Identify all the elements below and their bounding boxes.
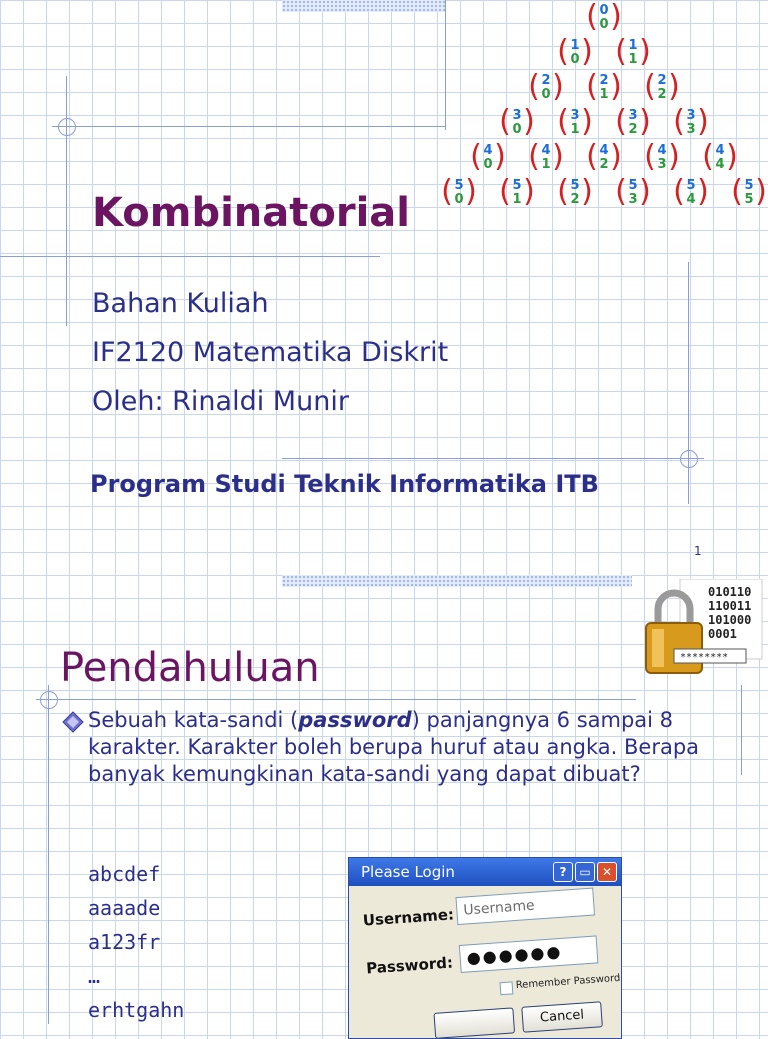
svg-text:1: 1 — [599, 87, 609, 102]
binomial-coefficient — [586, 139, 622, 174]
svg-text:1: 1 — [512, 192, 522, 207]
close-icon: ✕ — [597, 862, 617, 882]
decorative-vline — [48, 685, 49, 1024]
svg-text:(: ( — [557, 34, 569, 69]
svg-text:5: 5 — [628, 178, 638, 193]
question-text — [88, 707, 708, 788]
binomial-coefficient — [644, 139, 680, 174]
diamond-bullet-icon — [62, 711, 84, 733]
svg-text:(: ( — [644, 139, 656, 174]
svg-text:): ) — [552, 139, 564, 174]
padlock-binary-image — [640, 579, 764, 689]
svg-text:): ) — [755, 174, 767, 209]
binary-line-3: 101000 — [708, 613, 752, 627]
decorative-hline — [52, 126, 446, 127]
svg-text:3: 3 — [686, 122, 696, 137]
svg-text:(: ( — [499, 104, 511, 139]
svg-text:): ) — [726, 139, 738, 174]
binomial-coefficient — [528, 139, 564, 174]
svg-text:1: 1 — [541, 157, 551, 172]
svg-text:): ) — [639, 104, 651, 139]
svg-text:3: 3 — [686, 108, 696, 123]
svg-text:5: 5 — [744, 178, 754, 193]
svg-text:): ) — [581, 174, 593, 209]
svg-text:): ) — [581, 34, 593, 69]
svg-text:(: ( — [557, 104, 569, 139]
password-label: Password: — [365, 953, 454, 978]
svg-text:): ) — [465, 174, 477, 209]
password-examples — [88, 857, 184, 1027]
example-ellipsis: … — [88, 964, 101, 988]
svg-text:(: ( — [615, 34, 627, 69]
password-field: ●●●●●● — [459, 935, 599, 973]
svg-text:(: ( — [673, 174, 685, 209]
svg-text:2: 2 — [657, 87, 667, 102]
help-icon: ? — [553, 862, 573, 882]
svg-text:4: 4 — [715, 143, 725, 158]
svg-text:(: ( — [557, 174, 569, 209]
binomial-coefficient — [557, 34, 593, 69]
svg-text:1: 1 — [628, 38, 638, 53]
example-password: aaaade — [88, 896, 161, 920]
svg-text:(: ( — [441, 174, 453, 209]
binomial-coefficient — [702, 139, 738, 174]
svg-text:(: ( — [499, 174, 511, 209]
svg-text:0: 0 — [599, 17, 609, 32]
password-emphasis: password — [298, 708, 412, 732]
page-number: 1 — [694, 544, 702, 558]
remember-label: Remember Password — [515, 972, 621, 992]
svg-text:2: 2 — [599, 73, 609, 88]
slide-pendahuluan — [0, 565, 768, 1024]
login-dialog-title: Please Login — [361, 863, 455, 881]
svg-text:2: 2 — [628, 122, 638, 137]
svg-text:3: 3 — [512, 108, 522, 123]
svg-text:2: 2 — [541, 73, 551, 88]
binomial-coefficient — [644, 69, 680, 104]
svg-text:3: 3 — [570, 108, 580, 123]
binomial-coefficient — [673, 104, 709, 139]
decorative-dots-bar — [282, 0, 446, 12]
svg-text:0: 0 — [512, 122, 522, 137]
svg-text:5: 5 — [454, 178, 464, 193]
svg-text:2: 2 — [570, 192, 580, 207]
svg-text:): ) — [610, 0, 622, 34]
svg-text:********: ******** — [680, 652, 729, 663]
question-text-before: Sebuah kata-sandi ( — [88, 708, 299, 732]
svg-text:4: 4 — [483, 143, 493, 158]
binomial-coefficient — [499, 174, 535, 209]
binary-line-1: 010110 — [708, 585, 752, 599]
example-password: abcdef — [88, 862, 161, 886]
svg-text:): ) — [668, 69, 680, 104]
decorative-vline — [66, 76, 67, 326]
svg-text:5: 5 — [686, 178, 696, 193]
svg-text:4: 4 — [657, 143, 667, 158]
username-field: Username — [455, 888, 595, 926]
svg-text:): ) — [523, 174, 535, 209]
svg-text:1: 1 — [570, 122, 580, 137]
svg-text:0: 0 — [570, 52, 580, 67]
svg-text:1: 1 — [628, 52, 638, 67]
username-label: Username: — [362, 905, 455, 930]
svg-text:3: 3 — [657, 157, 667, 172]
svg-text:0: 0 — [454, 192, 464, 207]
binomial-coefficient — [528, 69, 564, 104]
svg-text:(: ( — [470, 139, 482, 174]
login-dialog-image — [348, 857, 622, 1039]
svg-text:(: ( — [586, 69, 598, 104]
decorative-circle — [40, 691, 58, 709]
subtitle-line-code: IF2120 Matematika Diskrit — [92, 337, 449, 368]
svg-text:5: 5 — [744, 192, 754, 207]
svg-text:): ) — [697, 104, 709, 139]
slide-title: Kombinatorial — [92, 190, 411, 236]
remember-checkbox — [500, 981, 514, 995]
svg-text:4: 4 — [599, 143, 609, 158]
svg-text:1: 1 — [570, 38, 580, 53]
svg-text:(: ( — [615, 104, 627, 139]
decorative-circle — [58, 118, 76, 136]
svg-text:0: 0 — [541, 87, 551, 102]
svg-text:2: 2 — [657, 73, 667, 88]
svg-text:4: 4 — [541, 143, 551, 158]
svg-text:2: 2 — [599, 157, 609, 172]
subtitle-line-course: Bahan Kuliah — [92, 288, 269, 319]
question-text-after: ) panjangnya 6 sampai 8 karakter. Karakter boleh berupa huruf atau angka. Berapa banyak kemungkinan kata-sandi yang dapat dibuat? — [88, 708, 700, 786]
decorative-dots-bar — [282, 575, 632, 587]
binomial-coefficient — [673, 174, 709, 209]
binomial-coefficient — [615, 104, 651, 139]
slide-title: Pendahuluan — [60, 645, 320, 691]
binary-line-2: 110011 — [708, 599, 752, 613]
program-name: Program Studi Teknik Informatika ITB — [90, 470, 599, 498]
svg-text:0: 0 — [599, 3, 609, 18]
binomial-coefficient — [557, 104, 593, 139]
svg-text:4: 4 — [686, 192, 696, 207]
binomial-coefficient — [615, 174, 651, 209]
decorative-hline — [36, 699, 636, 700]
cancel-button: Cancel — [521, 1001, 603, 1033]
login-dialog-body — [349, 886, 621, 1038]
decorative-circle — [680, 450, 698, 468]
svg-text:0: 0 — [483, 157, 493, 172]
binomial-coefficient — [557, 174, 593, 209]
decorative-hline — [0, 256, 380, 257]
svg-text:): ) — [552, 69, 564, 104]
svg-text:): ) — [639, 34, 651, 69]
svg-text:(: ( — [528, 69, 540, 104]
svg-text:(: ( — [702, 139, 714, 174]
binary-line-4: 0001 — [708, 627, 737, 641]
svg-text:(: ( — [615, 174, 627, 209]
decorative-hline — [282, 458, 704, 459]
ok-button — [433, 1007, 515, 1039]
svg-text:(: ( — [528, 139, 540, 174]
svg-text:(: ( — [586, 139, 598, 174]
svg-text:(: ( — [644, 69, 656, 104]
svg-text:5: 5 — [570, 178, 580, 193]
svg-text:): ) — [494, 139, 506, 174]
example-password: erhtgahn — [88, 998, 185, 1022]
svg-text:(: ( — [586, 0, 598, 34]
svg-text:): ) — [610, 69, 622, 104]
svg-text:): ) — [639, 174, 651, 209]
svg-text:(: ( — [731, 174, 743, 209]
svg-text:3: 3 — [628, 108, 638, 123]
binomial-coefficient — [731, 174, 767, 209]
binomial-coefficient — [470, 139, 506, 174]
svg-text:): ) — [668, 139, 680, 174]
restore-icon: ▭ — [575, 862, 595, 882]
subtitle-line-author: Oleh: Rinaldi Munir — [92, 386, 349, 417]
svg-text:4: 4 — [715, 157, 725, 172]
binomial-coefficient — [441, 174, 477, 209]
svg-text:): ) — [697, 174, 709, 209]
decorative-vline — [741, 685, 742, 775]
svg-text:5: 5 — [512, 178, 522, 193]
svg-text:): ) — [581, 104, 593, 139]
binomial-coefficient — [499, 104, 535, 139]
svg-text:3: 3 — [628, 192, 638, 207]
binomial-coefficient — [586, 69, 622, 104]
example-password: a123fr — [88, 930, 161, 954]
svg-text:(: ( — [673, 104, 685, 139]
svg-text:): ) — [523, 104, 535, 139]
binomial-coefficient — [586, 0, 622, 34]
svg-text:): ) — [610, 139, 622, 174]
pascal-triangle-graphic — [440, 0, 768, 215]
binomial-coefficient — [615, 34, 651, 69]
